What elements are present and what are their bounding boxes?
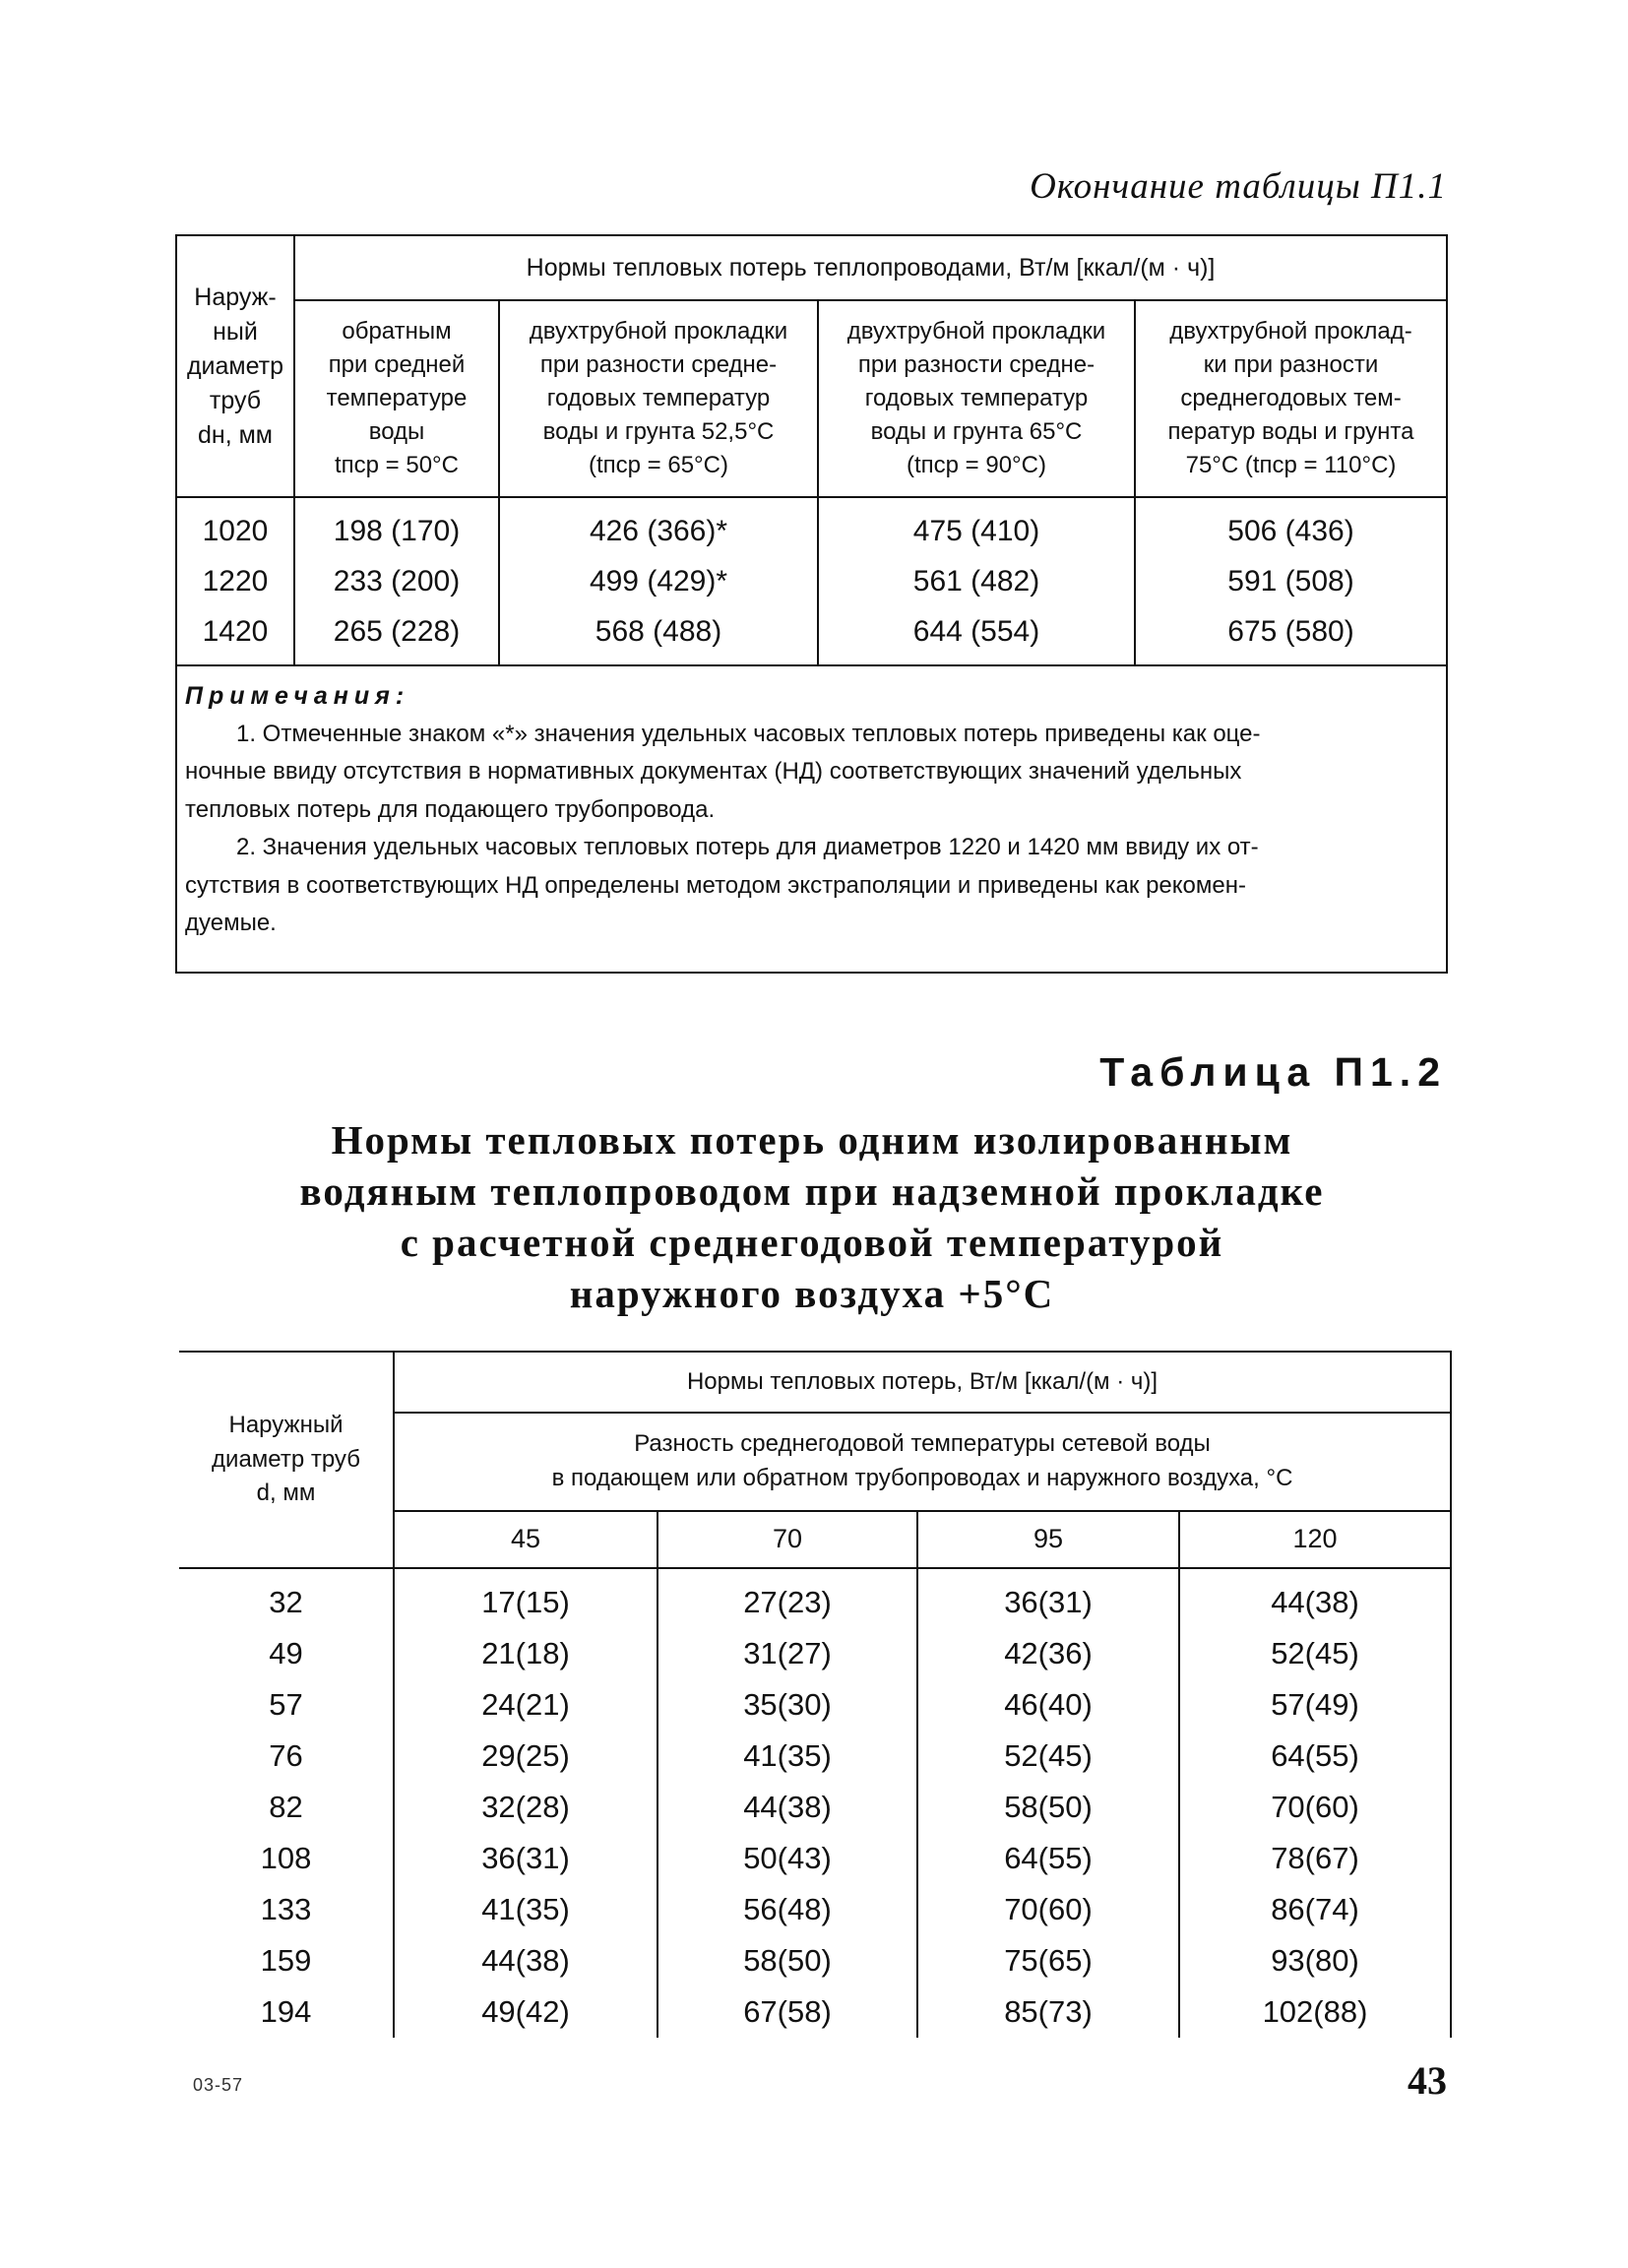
temp-header: 45 (394, 1511, 657, 1568)
table-title: Нормы тепловых потерь одним изолированным водяным теплопроводом при надземной прокладке с расчетной среднегодовой температурой наружного воздуха +5°С (299, 1117, 1325, 1317)
notes-title: Примечания: (185, 682, 410, 710)
table-row: 32 17(15) 27(23) 36(31) 44(38) (179, 1568, 1451, 1628)
table-row: 1020 198 (170) 426 (366)* 475 (410) 506 (436) (176, 497, 1447, 556)
note-line: 2. Значения удельных часовых тепловых потерь для диаметров 1220 и 1420 мм ввиду их от- (236, 834, 1259, 861)
table-row: 57 24(21) 35(30) 46(40) 57(49) (179, 1679, 1451, 1731)
table-row: 108 36(31) 50(43) 64(55) 78(67) (179, 1833, 1451, 1884)
table-row: 76 29(25) 41(35) 52(45) 64(55) (179, 1731, 1451, 1782)
table-row: 133 41(35) 56(48) 70(60) 86(74) (179, 1884, 1451, 1935)
note-line: сутствия в соответствующих НД определены методом экстраполяции и приведены как рекомен- (185, 871, 1246, 899)
table-row: 1420 265 (228) 568 (488) 644 (554) 675 (580) (176, 606, 1447, 665)
notes-block (176, 665, 1447, 973)
note-line: дуемые. (185, 909, 277, 936)
column-header-two-pipe-65: двухтрубной прокладки при разности средне- годовых температур воды и грунта 65°С (tпср = 90°С) (818, 300, 1135, 497)
group-header: Нормы тепловых потерь теплопроводами, Вт/м [ккал/(м · ч)] (294, 235, 1447, 300)
table-p1-1-end (175, 234, 1448, 974)
temp-header: 120 (1179, 1511, 1451, 1568)
note-line: 1. Отмеченные знаком «*» значения удельных часовых тепловых потерь приведены как оце- (236, 721, 1261, 747)
footer-code: 03-57 (193, 2075, 244, 2095)
page-number: 43 (1408, 2058, 1447, 2103)
diameter-header: Наруж- ный диаметр труб dн, мм (176, 235, 294, 497)
note-line: ночные ввиду отсутствия в нормативных документах (НД) соответствующих значений удельных (185, 758, 1242, 786)
column-header-return: обратным при средней температуре воды tпср = 50°С (294, 300, 499, 497)
table-row: 194 49(42) 67(58) 85(73) 102(88) (179, 1986, 1451, 2038)
table-row: 49 21(18) 31(27) 42(36) 52(45) (179, 1628, 1451, 1679)
table-row: 82 32(28) 44(38) 58(50) 70(60) (179, 1782, 1451, 1833)
subgroup-header: Разность среднегодовой температуры сетевой воды в подающем или обратном трубопроводах и наружного воздуха, °С (394, 1413, 1451, 1511)
column-header-two-pipe-52: двухтрубной прокладки при разности средне- годовых температур воды и грунта 52,5°С (tпср = 65°С) (499, 300, 818, 497)
table-row: 1220 233 (200) 499 (429)* 561 (482) 591 (508) (176, 556, 1447, 606)
group-header: Нормы тепловых потерь, Вт/м [ккал/(м · ч)] (394, 1352, 1451, 1413)
table-label: Таблица П1.2 (1099, 1049, 1447, 1095)
note-line: тепловых потерь для подающего трубопровода. (185, 795, 716, 823)
table-p1-2 (179, 1351, 1452, 2038)
temp-header: 70 (657, 1511, 917, 1568)
table-row: 159 44(38) 58(50) 75(65) 93(80) (179, 1935, 1451, 1986)
diameter-header: Наружный диаметр труб d, мм (179, 1352, 394, 1568)
continuation-caption: Окончание таблицы П1.1 (1030, 166, 1447, 207)
temp-header: 95 (917, 1511, 1179, 1568)
column-header-two-pipe-75: двухтрубной проклад- ки при разности среднегодовых тем- ператур воды и грунта 75°С (tпср = 110°С) (1135, 300, 1447, 497)
